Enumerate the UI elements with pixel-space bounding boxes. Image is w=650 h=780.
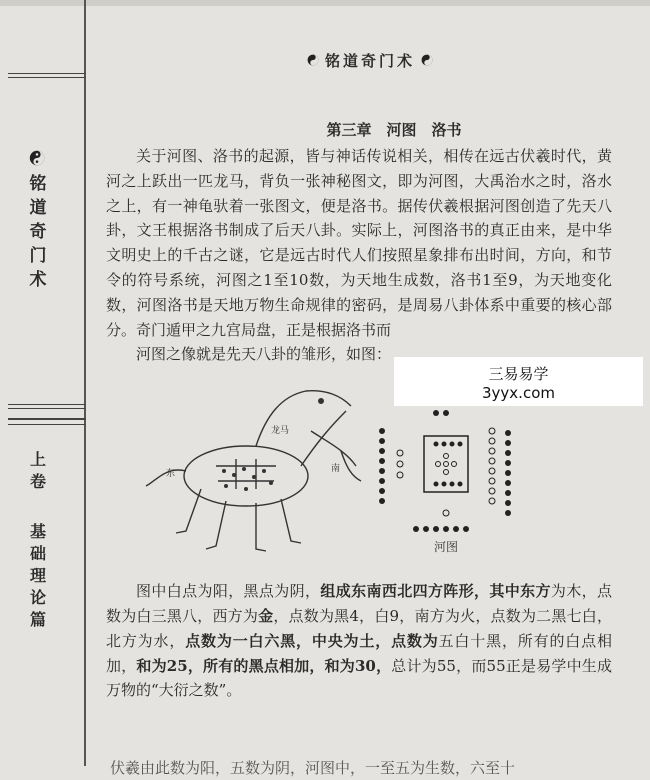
paragraph: 河图之像就是先天八卦的雏形，如图： — [136, 345, 392, 364]
taiji-icon — [29, 150, 45, 166]
sidebar-section-char: 论 — [29, 588, 46, 607]
text-run-bold: 点数为一白六黑，中央为土，点数为 — [185, 631, 439, 650]
figure-caption: 河图 — [433, 540, 459, 555]
text-run-bold: 和为25，所有的黑点相加，和为30， — [136, 656, 392, 675]
paragraph — [106, 579, 612, 703]
margin-rule — [8, 404, 86, 405]
sidebar-section-char: 基 — [29, 522, 46, 541]
sidebar-title-char: 道 — [29, 198, 47, 218]
sidebar-section-char: 理 — [29, 566, 46, 585]
sidebar-title-char: 奇 — [29, 222, 47, 242]
hetu-diagram — [379, 396, 511, 532]
chapter-title: 第三章 河图 洛书 — [326, 121, 462, 139]
text-run: 五白十黑，所有的白点相加， — [106, 631, 612, 675]
watermark-box — [394, 357, 643, 406]
sidebar-margin — [0, 0, 86, 766]
sidebar-volume-char: 卷 — [29, 472, 46, 491]
text-run-bold: 组成东南西北四方阵形，其中东方 — [320, 582, 551, 601]
paragraph: 关于河图、洛书的起源，皆与神话传说相关，相传在远古伏羲时代，黄河之上跃出一匹龙马，背负一张神秘图文，即为河图，大禹治水之时，洛水之上，有一神龟驮着一张图文，便是洛书。据传伏羲根据河图创造了先天八卦，文王根据洛书制成了后天八卦。实际上，河图洛书的真正由来，是中华文明史上的千古之谜，它是远古时代人们按照星象排布出时间，方向，和节令的符号系统，河图之1至10数，为天地生成数，洛书1至9，为天地变化数，河图洛书是天地万物生命规律的密码，是周易八卦体系中重要的核心部分。奇门遁甲之九宫局盘，正是根据洛书而 — [106, 147, 612, 339]
margin-rule — [8, 73, 86, 74]
animal-label: 东 — [166, 469, 176, 480]
margin-rule — [8, 77, 86, 78]
margin-rule — [8, 418, 86, 420]
main-text — [106, 118, 612, 703]
margin-rule — [8, 408, 86, 409]
text-run: 图中白点为阳，黑点为阴， — [136, 582, 321, 601]
running-header — [290, 48, 450, 72]
sidebar-volume — [26, 449, 50, 631]
sidebar-volume-char: 上 — [29, 450, 46, 469]
margin-vertical-line — [84, 0, 86, 766]
watermark-line: 三易易学 — [488, 365, 549, 383]
sidebar-section-char: 础 — [29, 544, 46, 563]
sidebar-section-char: 篇 — [29, 610, 46, 629]
animal-label: 南 — [331, 464, 341, 475]
taiji-icon — [421, 54, 433, 66]
cutoff-text: 伏羲由此数为阳，五数为阴，河图中，一至五为生数，六至十 — [110, 759, 516, 777]
sidebar-title-char: 术 — [29, 270, 47, 290]
running-header-title: 铭道奇门术 — [324, 51, 415, 70]
animal-label: 龙马 — [271, 426, 290, 437]
sidebar-title-char: 门 — [29, 246, 47, 266]
page-top-edge — [0, 0, 650, 6]
sidebar-book-title — [26, 172, 50, 292]
sidebar-title-char: 铭 — [29, 174, 47, 194]
taiji-icon — [307, 54, 319, 66]
cutoff-line — [110, 752, 610, 777]
text-run-bold: 金 — [258, 606, 274, 625]
text-run: 为木，点数为白三黑八，西方为 — [106, 582, 612, 625]
margin-rule — [8, 424, 86, 425]
text-run: 总计为55，而55正是易学中生成万物的“大衍之数”。 — [106, 656, 612, 700]
watermark-url: 3yyx.com — [482, 384, 555, 402]
text-run: ，点数为黑4，白9，南方为火，点数为二黑七白，北方为水， — [106, 606, 612, 650]
